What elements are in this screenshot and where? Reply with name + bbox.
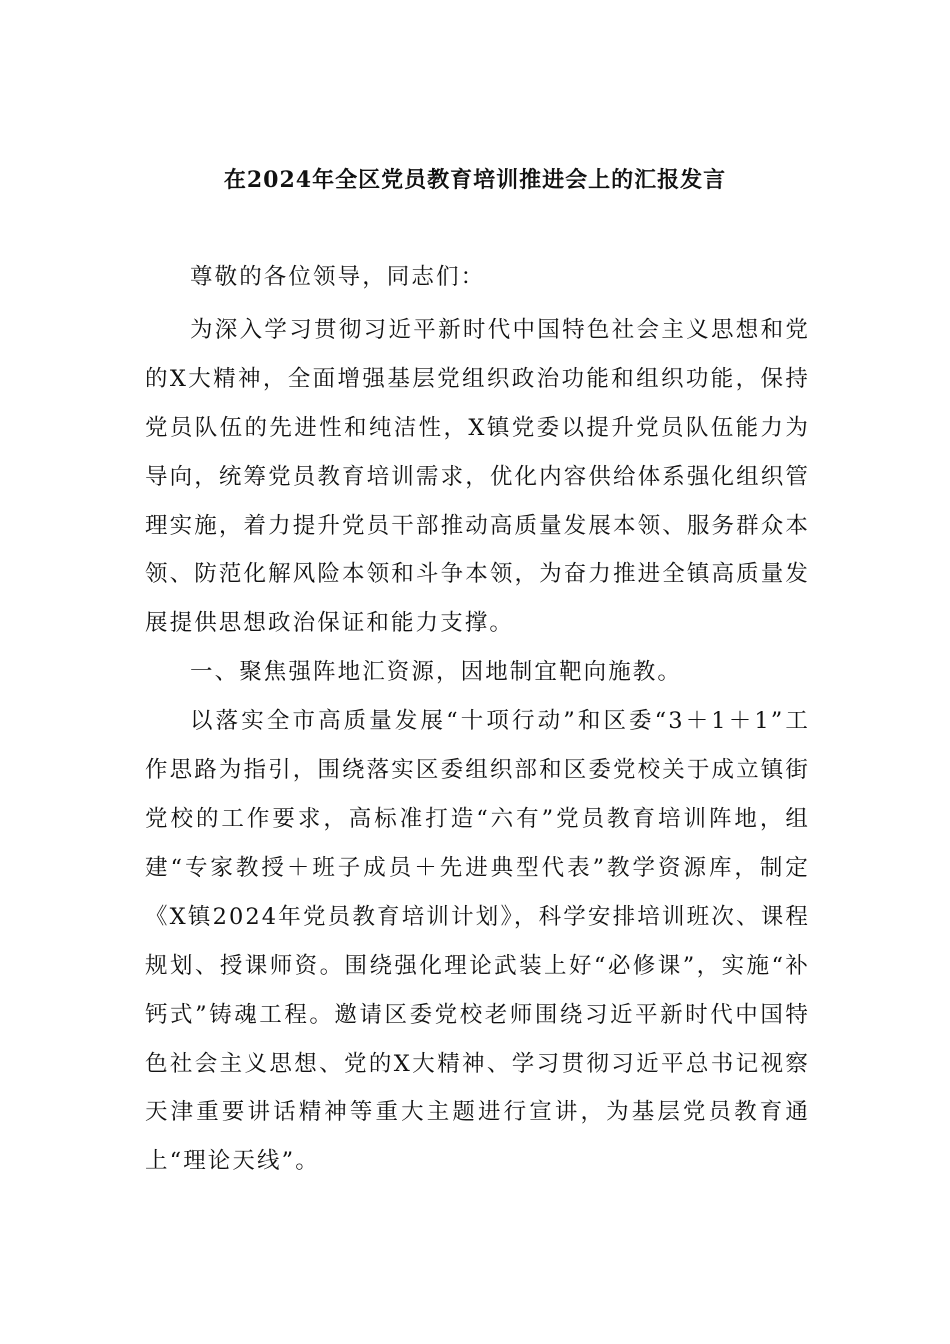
document-title: 在2024年全区党员教育培训推进会上的汇报发言 (223, 167, 727, 193)
section-heading-1: 一、聚焦强阵地汇资源，因地制宜靶向施教。 (190, 659, 683, 686)
paragraph-intro: 为深入学习贯彻习近平新时代中国特色社会主义思想和党的X大精神，全面增强基层党组织政治功能和组织功能，保持党员队伍的先进性和纯洁性，X镇党委以提升党员队伍能力为导向，统筹党员教育培训需求，优化内容供给体系强化组织管理实施，着力提升党员干部推动高质量发展本领、服务群众本领、防范化解风险本领和斗争本领，为奋力推进全镇高质量发展提供思想政治保证和能力支撑。 (145, 316, 810, 637)
document-body (145, 253, 810, 1186)
greeting-line: 尊敬的各位领导，同志们： (190, 264, 486, 290)
paragraph-section-1: 以落实全市高质量发展“十项行动”和区委“3＋1＋1”工作思路为指引，围绕落实区委组织部和区委党校关于成立镇街党校的工作要求，高标准打造“六有”党员教育培训阵地，组建“专家教授＋班子成员＋先进典型代表”教学资源库，制定《X镇2024年党员教育培训计划》，科学安排培训班次、课程规划、授课师资。围绕强化理论武装上好“必修课”，实施“补钙式”铸魂工程。邀请区委党校老师围绕习近平新时代中国特色社会主义思想、党的X大精神、学习贯彻习近平总书记视察天津重要讲话精神等重大主题进行宣讲，为基层党员教育通上“理论天线”。 (145, 708, 810, 1175)
